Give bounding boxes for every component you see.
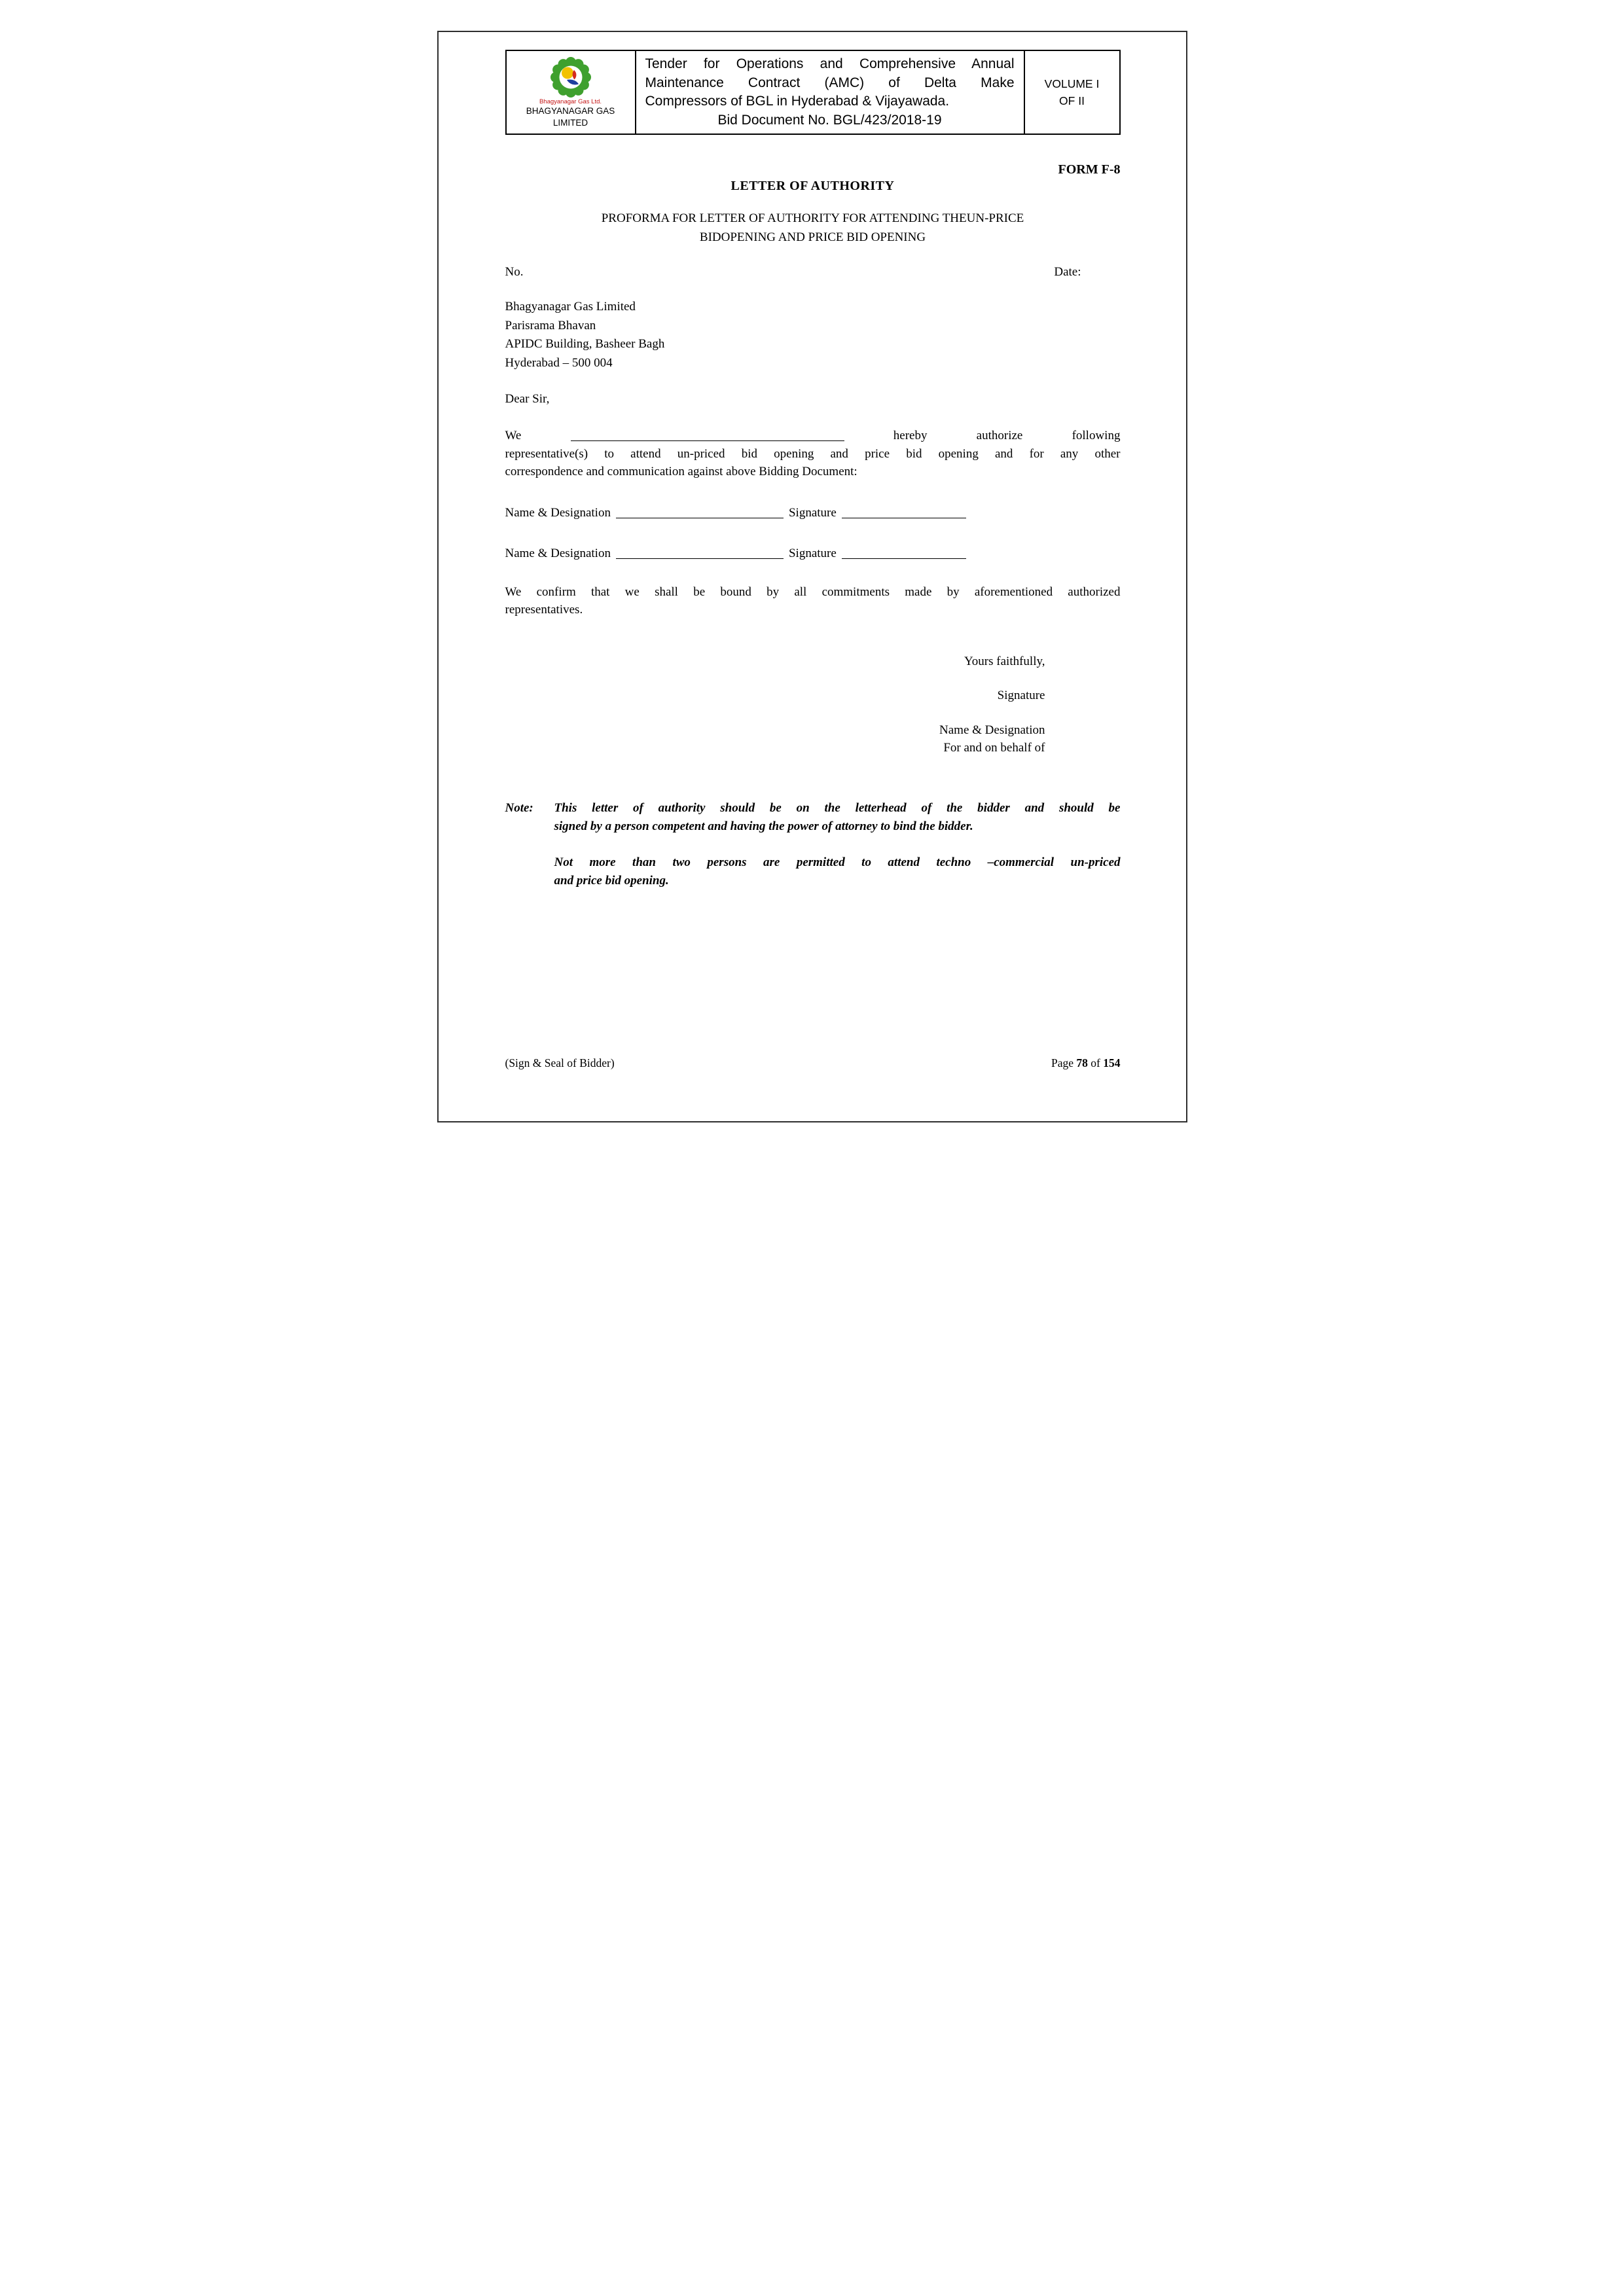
closing-name-designation: Name & Designation [939, 723, 1045, 737]
note-para1-line2: signed by a person competent and having the power of attorney to bind the bidder. [554, 819, 973, 833]
word-hereby: hereby [893, 429, 928, 443]
of-word: of [1091, 1056, 1100, 1069]
volume-cell [1024, 50, 1120, 134]
word-following: following [1072, 429, 1121, 443]
note-paragraph-1-text [554, 799, 1121, 835]
total-pages: 154 [1103, 1056, 1121, 1069]
signature-label: Signature [788, 546, 837, 560]
authorization-paragraph [505, 426, 1121, 481]
name-designation-label: Name & Designation [505, 546, 611, 560]
no-date-row [505, 265, 1121, 279]
note-block [505, 799, 1121, 889]
volume-line1: VOLUME I [1044, 77, 1100, 90]
closing-yours-faithfully: Yours faithfully, [964, 654, 1045, 668]
address-line3: APIDC Building, Basheer Bagh [505, 337, 665, 351]
authorization-line3: correspondence and communication against above Bidding Document: [505, 465, 857, 479]
page-border [437, 31, 1187, 1122]
representative-row-1 [505, 503, 1121, 520]
note-para1-line1: This letter of authority should be on the letterhead of the bidder and should be [554, 801, 1121, 816]
sign-seal-label: (Sign & Seal of Bidder) [505, 1056, 615, 1069]
date-label: Date: [1054, 265, 1081, 279]
page-number: 78 [1076, 1056, 1088, 1069]
we-word: We [505, 429, 522, 443]
tender-title-line2: Maintenance Contract (AMC) of Delta Make [645, 75, 1015, 90]
tender-title-line3: Compressors of BGL in Hyderabad & Vijayawada. [645, 94, 950, 109]
company-name-line2: LIMITED [552, 117, 588, 128]
company-logo-icon [550, 56, 592, 98]
page-title: LETTER OF AUTHORITY [731, 179, 895, 194]
document-page [406, 0, 1218, 1148]
confirmation-paragraph [505, 583, 1121, 619]
signature-blank-line [842, 546, 966, 559]
closing-behalf: For and on behalf of [943, 741, 1045, 755]
authorization-line2: representative(s) to attend un-priced bid opening and price bid opening and for any other [505, 446, 1121, 461]
form-subtitle-line2: BIDOPENING AND PRICE BID OPENING [699, 230, 926, 244]
tender-title-line1: Tender for Operations and Comprehensive Annual [645, 56, 1015, 71]
note-label: Note: [505, 801, 533, 816]
page-number-indicator [1051, 1056, 1120, 1070]
closing-block [505, 655, 1121, 757]
company-name-line1: BHAGYANAGAR GAS [526, 106, 615, 117]
no-label: No. [505, 265, 524, 279]
name-designation-label: Name & Designation [505, 505, 611, 520]
confirmation-line2: representatives. [505, 603, 583, 617]
signature-label: Signature [788, 505, 837, 520]
salutation: Dear Sir, [505, 392, 550, 406]
page-content [439, 32, 1186, 889]
address-line4: Hyderabad – 500 004 [505, 355, 613, 370]
logo-cell [506, 50, 636, 134]
header-table [505, 50, 1121, 135]
logo-sun-icon [562, 67, 573, 79]
volume-line2: OF II [1059, 94, 1085, 108]
page-word: Page [1051, 1056, 1074, 1069]
note-para2-line2: and price bid opening. [554, 873, 669, 888]
bidder-name-blank-line [571, 428, 844, 441]
form-subtitle [505, 209, 1121, 247]
form-number: FORM F-8 [1058, 162, 1121, 177]
bid-document-number: Bid Document No. BGL/423/2018-19 [717, 112, 942, 128]
note-paragraph-1 [505, 799, 1121, 835]
name-designation-blank-line [616, 546, 784, 559]
address-block [505, 298, 1121, 372]
confirmation-line1: We confirm that we shall be bound by all commitments made by aforementioned authorized [505, 584, 1121, 599]
representative-row-2 [505, 544, 1121, 561]
note-paragraph-2 [554, 853, 1121, 889]
address-line2: Parisrama Bhavan [505, 318, 596, 332]
tender-title-cell [636, 50, 1024, 134]
word-authorize: authorize [976, 429, 1023, 443]
note-para2-line1: Not more than two persons are permitted to attend techno –commercial un-priced [554, 855, 1121, 870]
signature-blank-line [842, 505, 966, 518]
authorization-first-line [505, 426, 1121, 445]
address-line1: Bhagyanagar Gas Limited [505, 300, 636, 314]
page-footer [505, 1056, 1121, 1070]
logo-brand-text: Bhagyanagar Gas Ltd. [539, 98, 602, 105]
form-subtitle-line1: PROFORMA FOR LETTER OF AUTHORITY FOR ATTENDING THEUN-PRICE [601, 211, 1024, 226]
closing-signature: Signature [997, 688, 1045, 702]
name-designation-blank-line [616, 505, 784, 518]
